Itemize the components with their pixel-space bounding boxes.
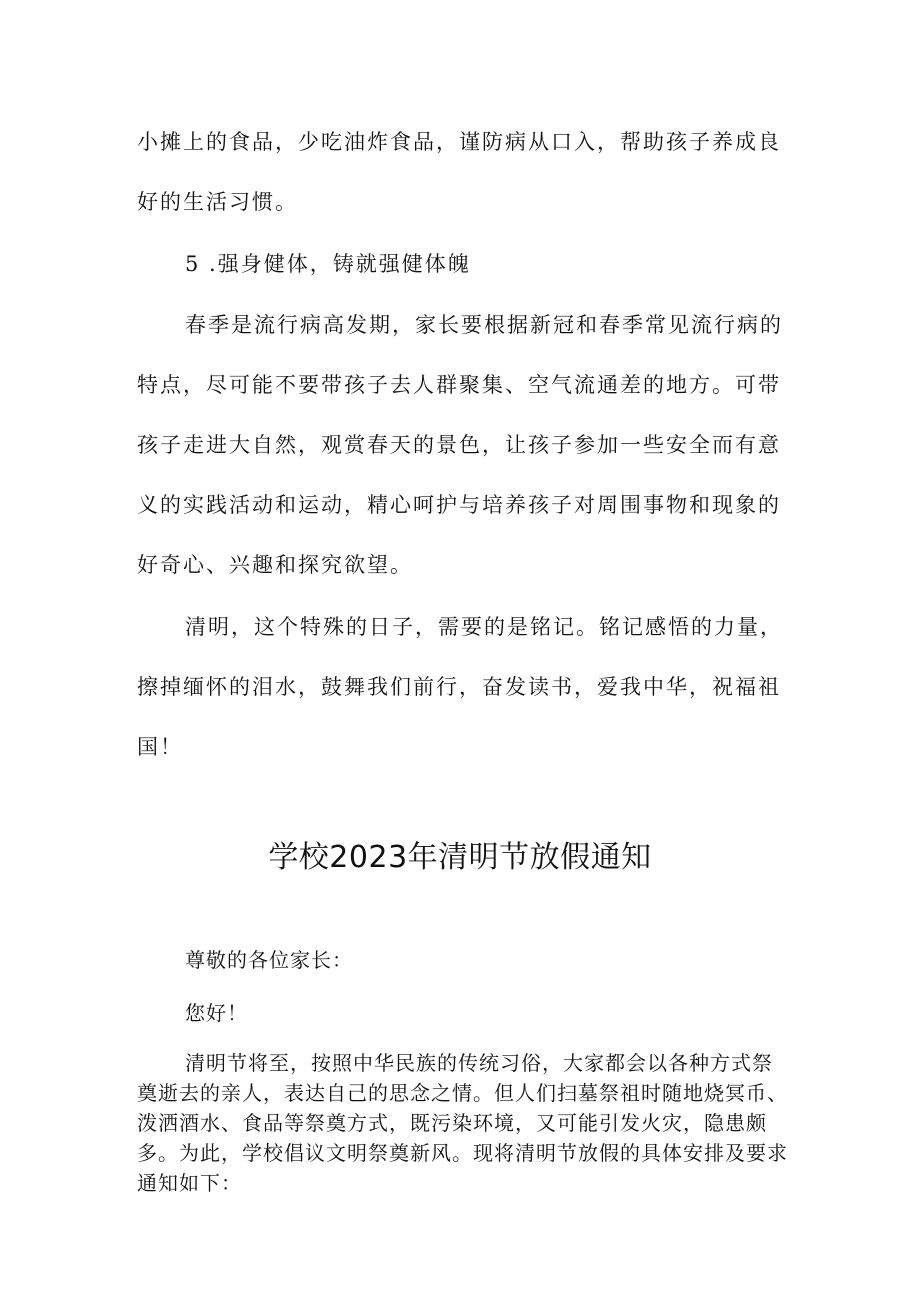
paragraph-spring-health: 春季是流行病高发期，家长要根据新冠和春季常见流行病的特点，尽可能不要带孩子去人群聚集、空气流通差的地方。可带孩子走进大自然，观赏春天的景色，让孩子参加一些安全而有意义的实践活动和运动，精心呵护与培养孩子对周围事物和现象的好奇心、兴趣和探究欲望。 bbox=[137, 313, 783, 577]
notice-greeting: 您好！ bbox=[185, 1001, 248, 1025]
heading-item-5: 5 .强身健体，铸就强健体魄 bbox=[185, 252, 471, 276]
notice-salutation: 尊敬的各位家长： bbox=[185, 948, 353, 972]
notice-body: 清明节将至，按照中华民族的传统习俗，大家都会以各种方式祭奠逝去的亲人，表达自己的思念之情。但人们扫墓祭祖时随地烧冥币、泼洒酒水、食品等祭奠方式，既污染环境，又可能引发火灾，隐患颇多。为此，学校倡议文明祭奠新风。现将清明节放假的具体安排及要求通知如下： bbox=[137, 1051, 788, 1195]
notice-title: 学校2023年清明节放假通知 bbox=[268, 840, 652, 875]
paragraph-food-habits: 小摊上的食品，少吃油炸食品，谨防病从口入，帮助孩子养成良好的生活习惯。 bbox=[137, 130, 781, 214]
paragraph-qingming-remembrance: 清明，这个特殊的日子，需要的是铭记。铭记感悟的力量，擦掉缅怀的泪水，鼓舞我们前行，奋发读书，爱我中华，祝福祖国！ bbox=[137, 615, 783, 759]
